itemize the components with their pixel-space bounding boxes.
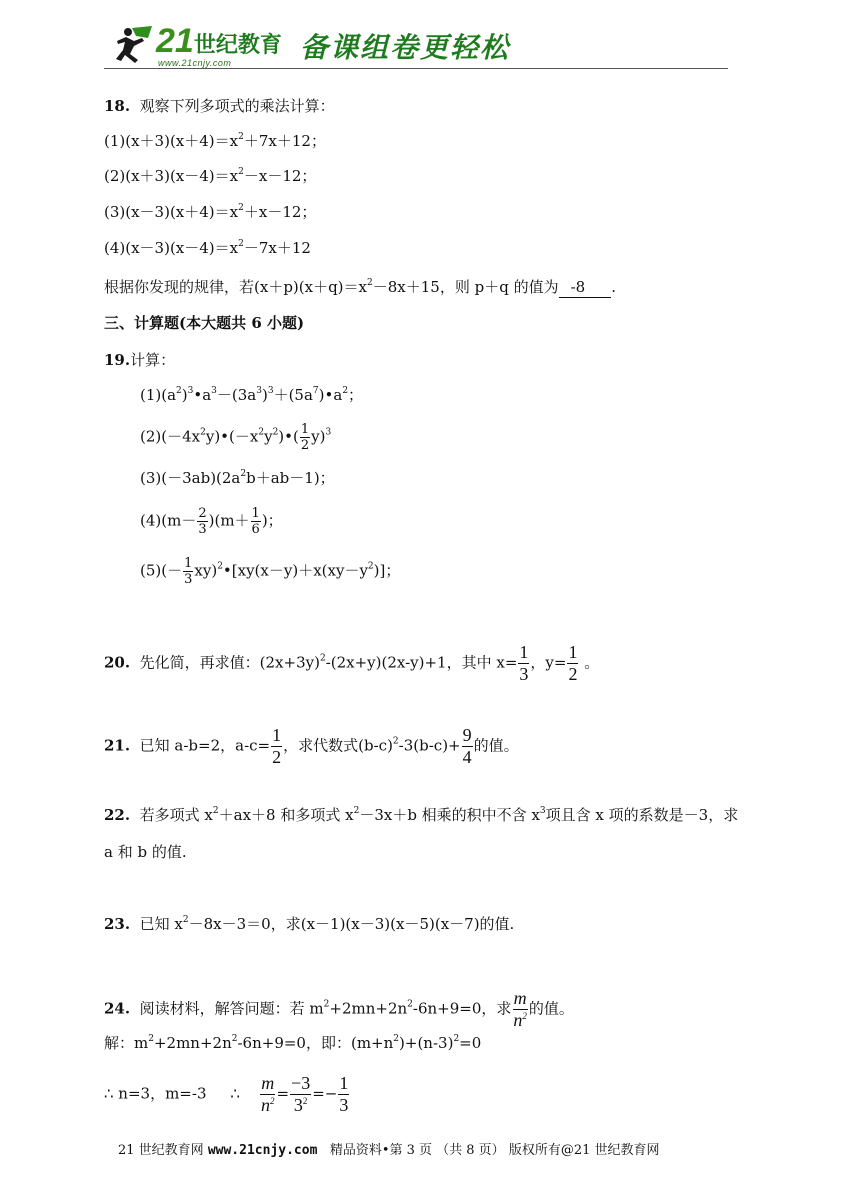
q18-question: 根据你发现的规律，若$(x+p)(x+q)=x^2-8x+15$，则 p＋q 的值为 -8 . xyxy=(104,278,616,296)
q23: 23. 已知 $x^2-8x-3=0$，求(x－1)(x－3)(x－5)(x－7)的值. xyxy=(104,915,515,933)
logo-number: 21 xyxy=(156,22,194,60)
fraction: $\frac{1}{6}$ xyxy=(251,506,260,537)
header-divider xyxy=(104,68,728,69)
q19-item-2: $(2)(-4x^2y)•(-x^2y^2)•$( $\frac{1}{2}$ y)$^3$ xyxy=(140,422,332,453)
page-header xyxy=(104,20,728,72)
fraction: $\frac{m}{n^2}$ xyxy=(260,1073,275,1115)
q19-item-1: $(1)(a^2)^3•a^3-(3a^3)^3+(5a^7)•a^2$； xyxy=(140,386,364,404)
q19-item-4: (4)(m－ $\frac{2}{3}$ )(m＋ $\frac{1}{6}$ )； xyxy=(140,506,283,537)
fraction: $\frac{1}{3}$ xyxy=(519,642,529,684)
footer-url[interactable]: www.21cnjy.com xyxy=(207,1143,318,1158)
q18-item-4: $(4)(x-3)(x-4)=x^2-7x+12$ xyxy=(104,239,311,257)
q22-line-2: a 和 b 的值. xyxy=(104,843,187,861)
section-title: 三、计算题(本大题共 6 小题) xyxy=(104,314,305,332)
q22-line-1: 22. 若多项式 $x^2+ax+8$ 和多项式 $x^2-3x+b$ 相乘的积中不含 $x^3$项且含 x 项的系数是－3，求 xyxy=(104,806,739,824)
fraction: $\frac{-3}{3^2}$ xyxy=(291,1073,311,1115)
logo-url: www.21cnjy.com xyxy=(158,58,232,68)
q18-item-3: $(3)(x-3)(x+4)=x^2+x-12$； xyxy=(104,203,317,221)
fraction: $\frac{1}{3}$ xyxy=(339,1073,349,1115)
q24-conclusion: ∴ n=3，m=-3 ∴ $\frac{m}{n^2}$ = $\frac{-3}{3^2}$ =− $\frac{1}{3}$ xyxy=(104,1073,349,1115)
page-footer: 21 世纪教育网 www.21cnjy.com 精品资料•第 3 页 （共 8 页） 版权所有@21 世纪教育网 xyxy=(118,1143,660,1158)
q18-item-2: $(2)(x+3)(x-4)=x^2-x-12$； xyxy=(104,167,317,185)
q19-item-3: $(3)(-3ab)(2a^2b+ab-1)$； xyxy=(140,469,335,487)
q19-stem: 19.计算： xyxy=(104,351,176,369)
logo-text: 世纪教育 xyxy=(193,33,282,58)
header-slogan: 备课组卷更轻松 xyxy=(300,31,511,64)
fraction: $\frac{1}{2}$ xyxy=(272,725,282,767)
fraction: $\frac{9}{4}$ xyxy=(462,725,472,767)
q18-answer: -8 xyxy=(559,277,612,298)
q24-stem: 24. 阅读材料，解答问题：若 $m^2+2mn+2n^2-6n+9=0$，求 $\frac{m}{n^2}$ 的值。 xyxy=(104,988,574,1030)
q18-item-1: $(1)(x+3)(x+4)=x^2+7x+12$； xyxy=(104,132,326,150)
q24-solution: 解：$m^2+2mn+2n^2-6n+9=0$，即：$(m+n^2)+(n-3)^2=0$ xyxy=(104,1034,482,1052)
q21: 21. 已知 a-b=2，a-c= $\frac{1}{2}$ ，求代数式$(b-c)^2-3(b-c)+$ $\frac{9}{4}$ 的值。 xyxy=(104,725,519,767)
q18-stem: 18. 观察下列多项式的乘法计算： xyxy=(104,97,335,115)
fraction: $\frac{1}{3}$ xyxy=(184,556,193,587)
fraction: $\frac{1}{2}$ xyxy=(300,422,310,453)
fraction: $\frac{1}{2}$ xyxy=(568,642,578,684)
fraction: $\frac{m}{n^2}$ xyxy=(513,988,527,1030)
runner-logo-icon xyxy=(112,24,156,64)
q19-item-5: (5)(－ $\frac{1}{3}$ $xy)^2•[xy(x-y)+x(xy-y^2)]$； xyxy=(140,556,401,587)
fraction: $\frac{2}{3}$ xyxy=(198,506,207,537)
q20: 20. 先化简，再求值：$(2x+3y)^2-(2x+y)(2x-y)+1$，其中 x= $\frac{1}{3}$ ，y= $\frac{1}{2}$ 。 xyxy=(104,642,600,684)
